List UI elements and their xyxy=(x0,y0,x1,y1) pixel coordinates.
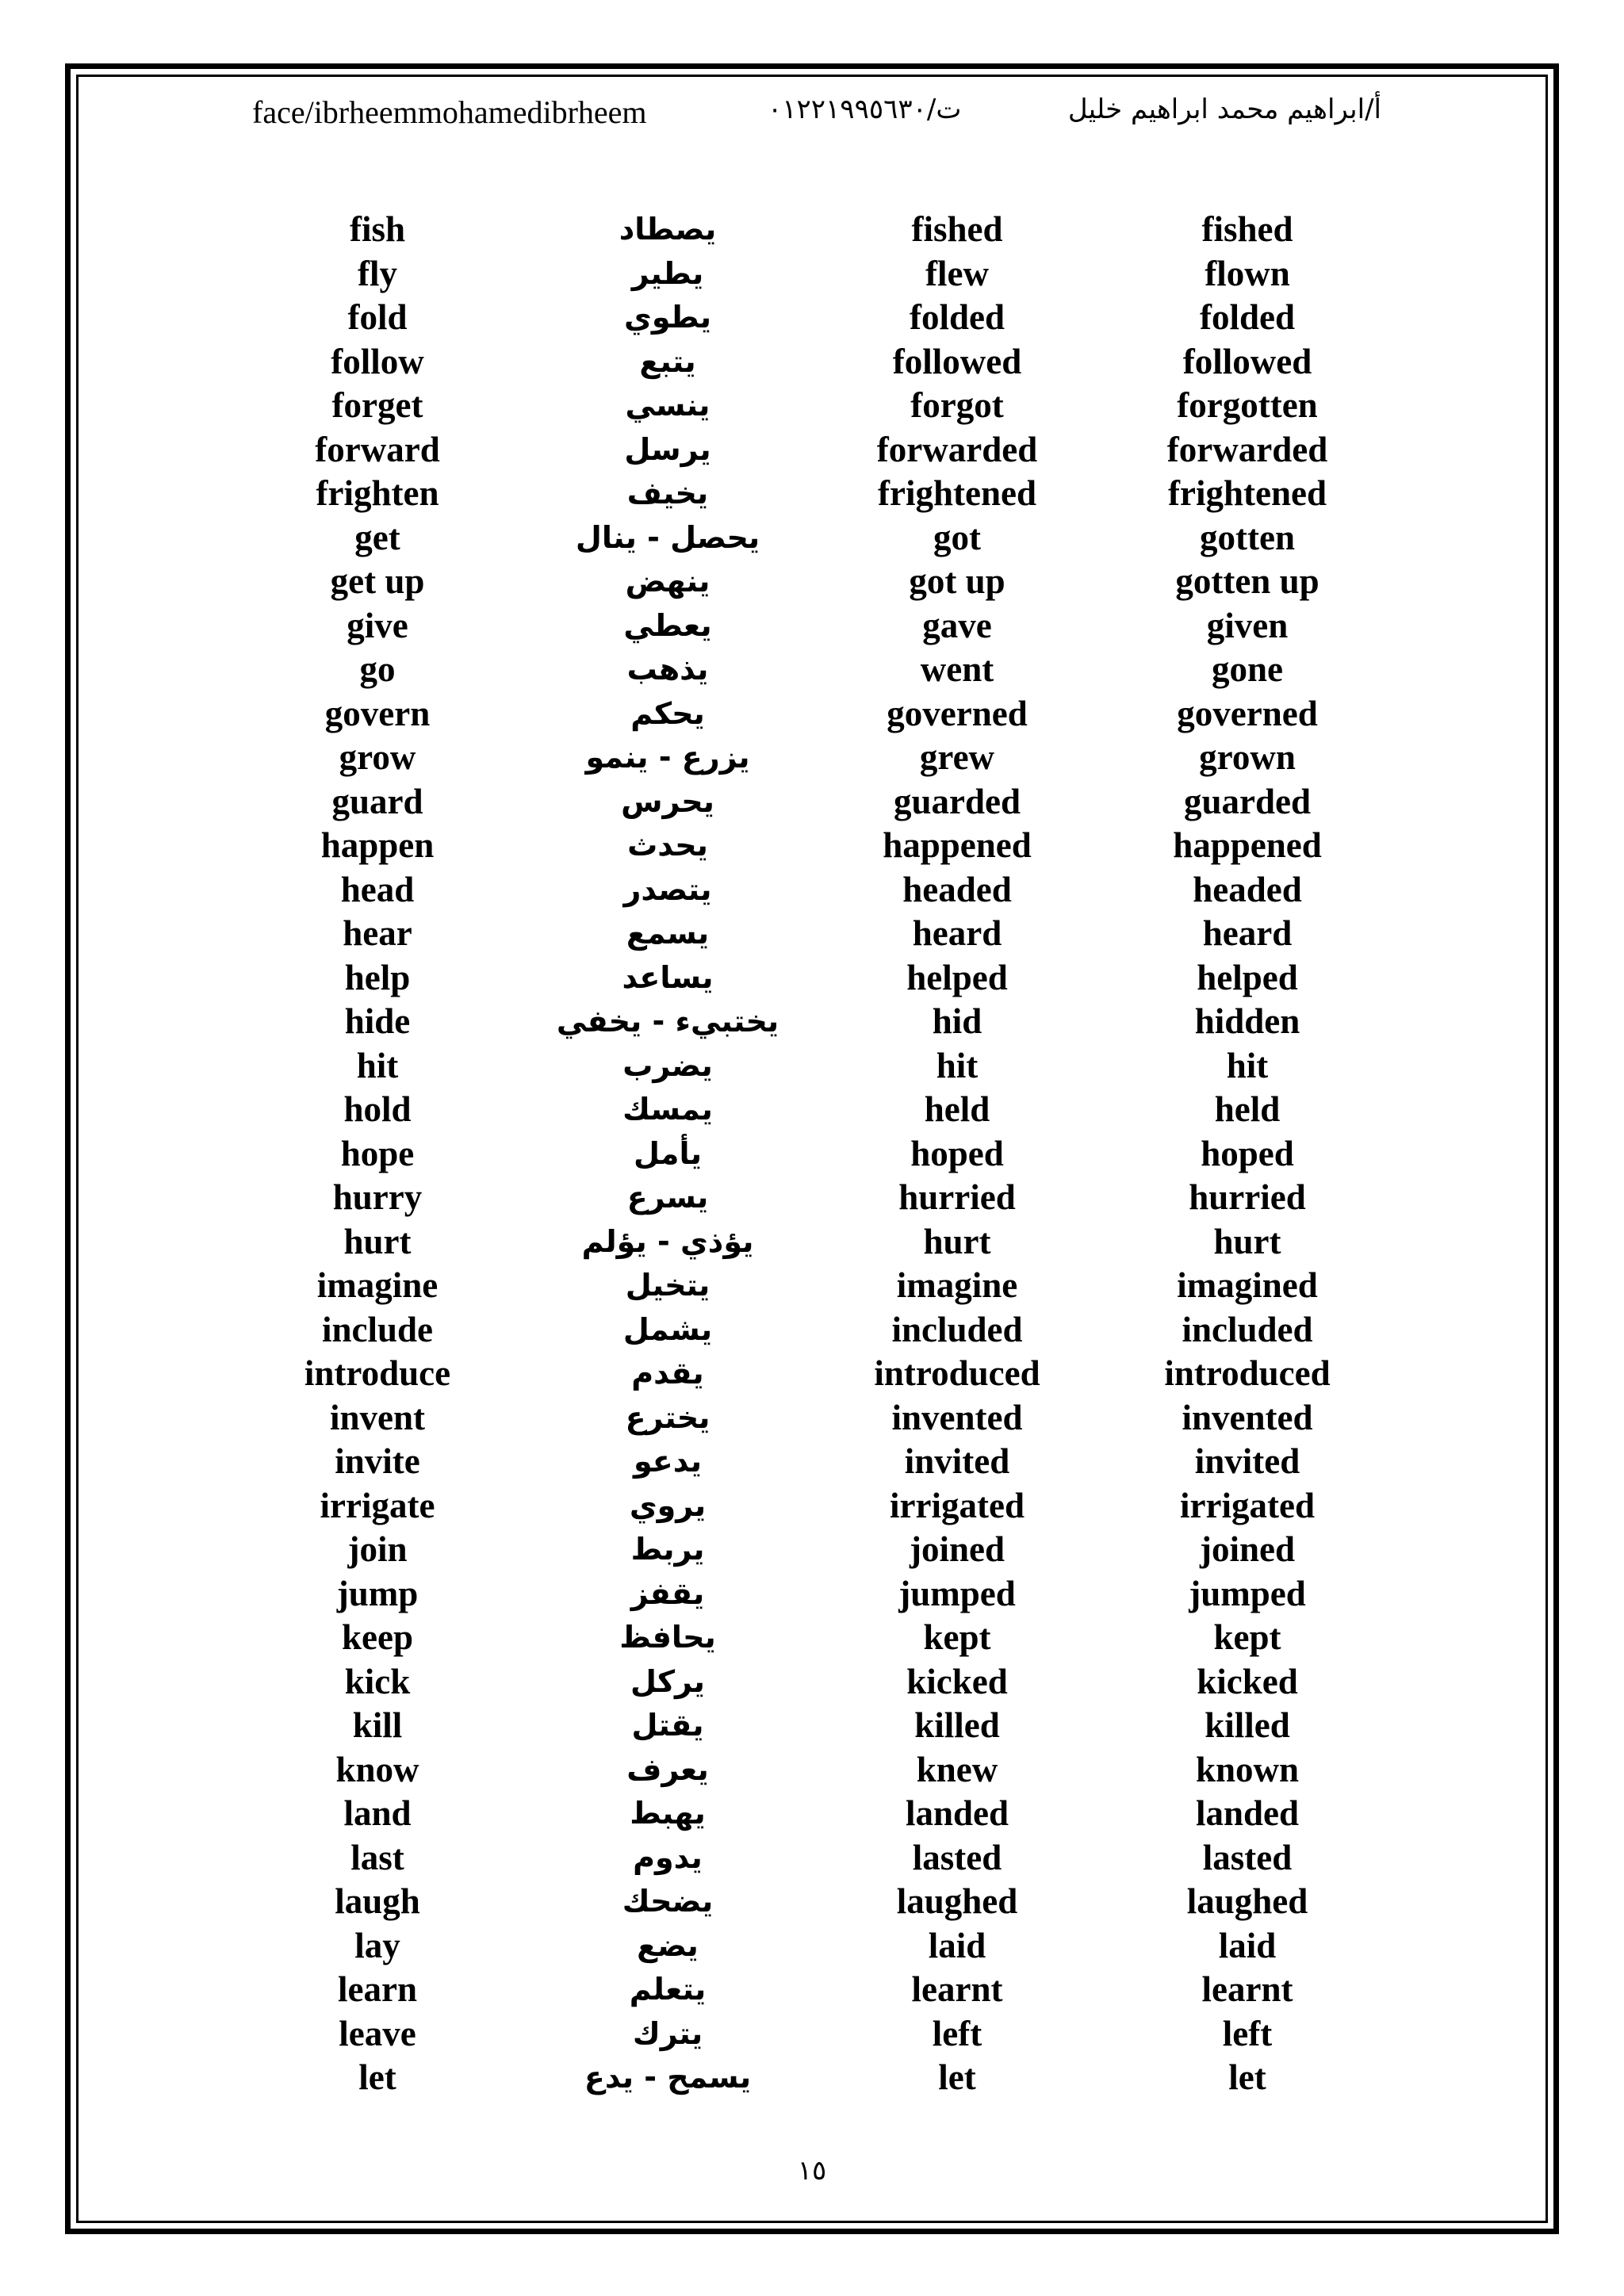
verb-past-form: got xyxy=(933,517,981,557)
verb-arabic-meaning: ينسي xyxy=(625,388,710,423)
verb-arabic-meaning: يسمع xyxy=(626,916,710,951)
verb-past-form: landed xyxy=(905,1793,1009,1833)
verb-base-form: last xyxy=(350,1837,404,1877)
verb-past-participle: hit xyxy=(1226,1045,1269,1085)
verb-arabic-meaning: يؤذي - يؤلم xyxy=(581,1223,754,1259)
verb-base-form: guard xyxy=(331,781,423,821)
verb-row xyxy=(0,208,1624,252)
verb-past-participle: happened xyxy=(1173,825,1322,865)
verb-past-participle: included xyxy=(1182,1309,1313,1349)
verb-past-form: hurt xyxy=(923,1221,991,1261)
verb-row xyxy=(0,736,1624,780)
verb-arabic-meaning: يعرف xyxy=(626,1751,709,1787)
verb-base-form: get xyxy=(354,517,400,557)
verb-row xyxy=(0,1132,1624,1177)
verb-arabic-meaning: يضحك xyxy=(622,1884,714,1919)
verb-past-participle: flown xyxy=(1205,253,1290,293)
facebook-handle: face/ibrheemmohamedibrheem xyxy=(252,94,647,130)
verb-row xyxy=(0,1396,1624,1441)
verb-arabic-meaning: يقدم xyxy=(631,1356,704,1391)
verb-arabic-meaning: يحكم xyxy=(630,695,705,731)
verb-row xyxy=(0,604,1624,649)
verb-base-form: get up xyxy=(330,561,425,601)
verb-base-form: hold xyxy=(343,1089,412,1129)
verb-row xyxy=(0,1704,1624,1748)
verb-past-form: followed xyxy=(892,341,1022,381)
verb-base-form: happen xyxy=(320,825,435,865)
verb-base-form: grow xyxy=(339,737,416,777)
verb-past-form: killed xyxy=(914,1705,1000,1745)
verb-arabic-meaning: يصطاد xyxy=(619,212,717,247)
verb-base-form: imagine xyxy=(316,1265,439,1305)
verb-arabic-meaning: يحافظ xyxy=(619,1620,716,1655)
verb-base-form: kill xyxy=(352,1705,403,1745)
verb-past-participle: headed xyxy=(1193,869,1302,909)
verb-arabic-meaning: يهبط xyxy=(630,1796,706,1831)
verb-row xyxy=(0,1528,1624,1572)
verb-row xyxy=(0,2056,1624,2100)
verb-past-participle: folded xyxy=(1199,297,1295,337)
verb-past-participle: landed xyxy=(1195,1793,1300,1833)
verb-arabic-meaning: يعطي xyxy=(623,607,712,643)
verb-past-form: grew xyxy=(919,737,995,777)
verb-arabic-meaning: يروي xyxy=(629,1487,707,1523)
verb-row xyxy=(0,384,1624,428)
verb-row xyxy=(0,1220,1624,1265)
verb-base-form: follow xyxy=(331,341,424,381)
verb-past-form: forgot xyxy=(910,385,1004,425)
verb-past-form: left xyxy=(932,2013,982,2053)
verb-past-form: hoped xyxy=(910,1133,1004,1173)
verb-past-participle: left xyxy=(1222,2013,1273,2053)
verb-row xyxy=(0,912,1624,956)
verb-past-participle: gone xyxy=(1212,649,1283,689)
verb-row xyxy=(0,1044,1624,1089)
verb-past-participle: known xyxy=(1195,1749,1300,1789)
verb-base-form: fish xyxy=(349,209,406,249)
verb-row xyxy=(0,1088,1624,1132)
verb-past-participle: gotten xyxy=(1200,517,1295,557)
verb-base-form: invite xyxy=(335,1441,420,1481)
verb-row xyxy=(0,2012,1624,2057)
verb-past-form: included xyxy=(891,1309,1023,1349)
verb-past-participle: hoped xyxy=(1201,1133,1294,1173)
verb-past-form: imagine xyxy=(896,1265,1018,1305)
verb-row xyxy=(0,1484,1624,1529)
verb-row xyxy=(0,472,1624,516)
verb-past-participle: introduced xyxy=(1164,1353,1331,1393)
verb-arabic-meaning: يذهب xyxy=(626,652,709,687)
verb-past-form: introduced xyxy=(874,1353,1040,1393)
verb-past-participle: followed xyxy=(1182,341,1312,381)
verb-past-form: governed xyxy=(887,693,1028,733)
verb-base-form: kick xyxy=(344,1661,411,1701)
verb-row xyxy=(0,956,1624,1001)
verb-arabic-meaning: يطير xyxy=(631,255,704,291)
verb-row xyxy=(0,824,1624,868)
verb-row xyxy=(0,1924,1624,1969)
verb-base-form: give xyxy=(347,605,408,645)
verb-row xyxy=(0,868,1624,913)
verb-base-form: fold xyxy=(347,297,408,337)
verb-past-form: hid xyxy=(932,1001,982,1041)
verb-arabic-meaning: يتصدر xyxy=(623,871,712,907)
verb-arabic-meaning: يختبيء - يخفي xyxy=(556,1004,779,1039)
verb-past-form: invented xyxy=(891,1397,1023,1437)
verb-arabic-meaning: يركل xyxy=(630,1663,705,1699)
verb-base-form: jump xyxy=(336,1573,419,1613)
author-name: أ/ابراهيم محمد ابراهيم خليل xyxy=(1067,94,1381,125)
verb-past-form: forwarded xyxy=(876,429,1038,469)
verb-row xyxy=(0,1880,1624,1924)
verb-row xyxy=(0,780,1624,825)
verb-arabic-meaning: يساعد xyxy=(622,959,714,995)
verb-past-participle: joined xyxy=(1199,1529,1295,1569)
verb-past-form: guarded xyxy=(893,781,1021,821)
verb-past-participle: laughed xyxy=(1186,1881,1308,1921)
verb-base-form: hurry xyxy=(332,1177,423,1217)
verb-past-form: heard xyxy=(912,913,1002,953)
verb-arabic-meaning: يزرع - ينمو xyxy=(585,740,750,775)
verb-base-form: include xyxy=(321,1309,434,1349)
verb-row xyxy=(0,1660,1624,1705)
verb-base-form: learn xyxy=(338,1969,417,2009)
verb-row xyxy=(0,428,1624,473)
verb-base-form: lay xyxy=(354,1925,400,1965)
verb-past-participle: let xyxy=(1228,2057,1266,2097)
verb-base-form: forward xyxy=(315,429,440,469)
verb-past-participle: given xyxy=(1206,605,1289,645)
verb-past-form: flew xyxy=(925,253,989,293)
verb-row xyxy=(0,296,1624,340)
verb-row xyxy=(0,1264,1624,1308)
verb-past-participle: heard xyxy=(1202,913,1293,953)
page-header xyxy=(0,94,1624,138)
verb-past-participle: gotten up xyxy=(1175,561,1320,601)
verb-past-participle: forwarded xyxy=(1166,429,1328,469)
verb-arabic-meaning: يضع xyxy=(637,1927,699,1963)
verb-base-form: fly xyxy=(358,253,397,293)
verb-past-participle: fished xyxy=(1201,209,1293,249)
verb-arabic-meaning: يتبع xyxy=(639,343,696,379)
verb-past-participle: invited xyxy=(1194,1441,1300,1481)
verb-row xyxy=(0,252,1624,297)
verb-arabic-meaning: يمسك xyxy=(622,1092,713,1127)
verb-past-participle: killed xyxy=(1205,1705,1290,1745)
phone-number: ت/٠١٢٢١٩٩٥٦٣٠ xyxy=(768,94,962,125)
verb-arabic-meaning: يطوي xyxy=(624,300,711,335)
verb-base-form: help xyxy=(344,957,411,997)
verb-past-participle: frightened xyxy=(1168,473,1327,513)
verb-base-form: hurt xyxy=(343,1221,412,1261)
verb-arabic-meaning: يحرس xyxy=(621,783,714,819)
verb-past-participle: irrigated xyxy=(1180,1485,1315,1525)
verb-past-form: laughed xyxy=(896,1881,1018,1921)
verb-past-participle: kept xyxy=(1213,1617,1281,1657)
verb-row xyxy=(0,648,1624,692)
verb-past-participle: grown xyxy=(1199,737,1296,777)
verb-arabic-meaning: يضرب xyxy=(622,1047,713,1083)
verb-past-participle: guarded xyxy=(1183,781,1312,821)
verb-row xyxy=(0,1176,1624,1220)
verb-base-form: head xyxy=(340,869,415,909)
verb-arabic-meaning: يدعو xyxy=(633,1444,702,1479)
verb-past-participle: hurried xyxy=(1189,1177,1306,1217)
verb-row xyxy=(0,1440,1624,1484)
verb-row xyxy=(0,1968,1624,2012)
verb-base-form: govern xyxy=(324,693,431,733)
verb-past-form: laid xyxy=(928,1925,986,1965)
verb-row xyxy=(0,516,1624,561)
verb-arabic-meaning: يحدث xyxy=(627,828,708,863)
verb-base-form: hope xyxy=(340,1133,415,1173)
verb-row xyxy=(0,1616,1624,1660)
verb-past-form: invited xyxy=(904,1441,1010,1481)
page-number: ١٥ xyxy=(797,2155,827,2187)
verb-arabic-meaning: يسمح - يدع xyxy=(584,2060,752,2095)
verb-past-form: hit xyxy=(936,1045,979,1085)
verb-past-form: kept xyxy=(923,1617,991,1657)
verb-past-form: joined xyxy=(909,1529,1005,1569)
verb-base-form: hide xyxy=(344,1001,411,1041)
verb-base-form: hit xyxy=(356,1045,399,1085)
verb-base-form: irrigate xyxy=(320,1485,435,1525)
verb-arabic-meaning: يحصل - ينال xyxy=(575,519,760,555)
verb-past-form: gave xyxy=(922,605,992,645)
verb-past-form: knew xyxy=(916,1749,998,1789)
verb-arabic-meaning: يترك xyxy=(632,2015,703,2051)
verb-past-participle: kicked xyxy=(1197,1661,1298,1701)
verb-base-form: land xyxy=(343,1793,412,1833)
verb-past-form: went xyxy=(920,649,994,689)
verb-arabic-meaning: يأمل xyxy=(634,1135,702,1171)
verb-base-form: forget xyxy=(331,385,423,425)
verb-base-form: let xyxy=(358,2057,396,2097)
verb-past-form: learnt xyxy=(911,1969,1003,2009)
verb-arabic-meaning: يتعلم xyxy=(629,1972,707,2007)
verb-arabic-meaning: يخترع xyxy=(625,1399,710,1435)
verb-past-form: let xyxy=(938,2057,976,2097)
verb-row xyxy=(0,1572,1624,1617)
verb-arabic-meaning: يربط xyxy=(630,1532,705,1567)
verb-table xyxy=(0,208,1624,2100)
verb-row xyxy=(0,1748,1624,1793)
verb-arabic-meaning: يدوم xyxy=(633,1839,703,1875)
verb-past-form: hurried xyxy=(898,1177,1016,1217)
verb-past-form: fished xyxy=(911,209,1003,249)
verb-past-form: held xyxy=(924,1089,990,1129)
verb-past-form: irrigated xyxy=(890,1485,1025,1525)
verb-row xyxy=(0,692,1624,737)
verb-past-form: frightened xyxy=(878,473,1036,513)
verb-base-form: go xyxy=(359,649,396,689)
verb-base-form: keep xyxy=(342,1617,413,1657)
verb-past-form: lasted xyxy=(912,1837,1002,1877)
verb-arabic-meaning: يقتل xyxy=(631,1708,704,1743)
verb-past-participle: hurt xyxy=(1213,1221,1281,1261)
verb-base-form: frighten xyxy=(316,473,439,513)
verb-past-participle: lasted xyxy=(1202,1837,1293,1877)
verb-row xyxy=(0,1000,1624,1044)
verb-row xyxy=(0,1352,1624,1396)
verb-past-form: helped xyxy=(906,957,1008,997)
verb-base-form: leave xyxy=(339,2013,416,2053)
verb-past-form: got up xyxy=(909,561,1005,601)
verb-base-form: introduce xyxy=(304,1353,451,1393)
verb-past-participle: held xyxy=(1214,1089,1281,1129)
verb-arabic-meaning: يسرع xyxy=(626,1180,709,1215)
verb-arabic-meaning: يخيف xyxy=(626,476,709,511)
verb-base-form: know xyxy=(335,1749,419,1789)
verb-past-participle: forgotten xyxy=(1177,385,1318,425)
verb-arabic-meaning: يتخيل xyxy=(625,1268,710,1303)
verb-row xyxy=(0,340,1624,385)
verb-row xyxy=(0,1836,1624,1881)
verb-past-participle: governed xyxy=(1177,693,1318,733)
verb-past-participle: invented xyxy=(1182,1397,1313,1437)
verb-past-participle: imagined xyxy=(1177,1265,1318,1305)
verb-row xyxy=(0,560,1624,604)
verb-arabic-meaning: يقفز xyxy=(630,1575,705,1611)
verb-past-participle: jumped xyxy=(1189,1573,1306,1613)
verb-past-form: jumped xyxy=(898,1573,1016,1613)
verb-base-form: laugh xyxy=(335,1881,420,1921)
verb-past-participle: laid xyxy=(1218,1925,1277,1965)
verb-past-form: folded xyxy=(909,297,1005,337)
verb-row xyxy=(0,1308,1624,1353)
verb-past-participle: helped xyxy=(1197,957,1298,997)
verb-base-form: join xyxy=(347,1529,408,1569)
verb-past-form: headed xyxy=(902,869,1012,909)
verb-row xyxy=(0,1792,1624,1836)
verb-arabic-meaning: ينهض xyxy=(625,564,710,599)
verb-base-form: hear xyxy=(343,913,412,953)
verb-past-form: happened xyxy=(883,825,1032,865)
verb-base-form: invent xyxy=(329,1397,425,1437)
verb-arabic-meaning: يشمل xyxy=(622,1311,713,1347)
verb-past-participle: hidden xyxy=(1194,1001,1300,1041)
verb-past-participle: learnt xyxy=(1201,1969,1293,2009)
verb-arabic-meaning: يرسل xyxy=(624,431,711,467)
verb-past-form: kicked xyxy=(906,1661,1008,1701)
